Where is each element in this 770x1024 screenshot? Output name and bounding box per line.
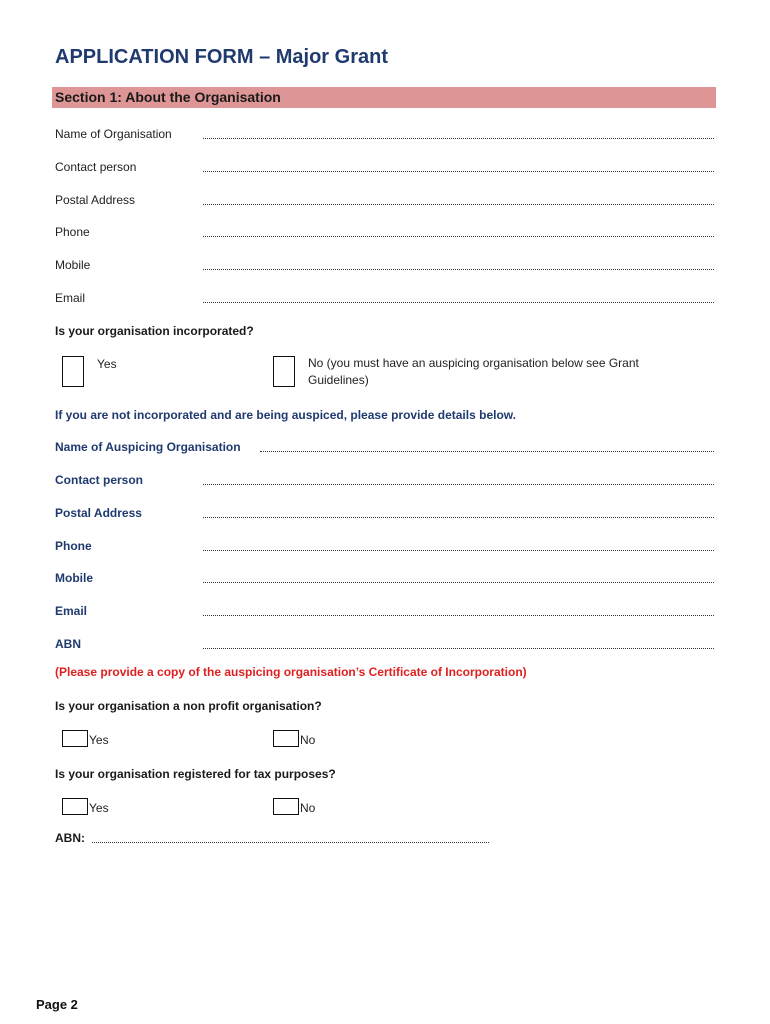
field-line-contact-person[interactable] [203, 159, 714, 172]
auspice-label-abn: ABN [55, 637, 81, 651]
auspice-line-postal-address[interactable] [203, 505, 714, 518]
auspice-line-abn[interactable] [203, 636, 714, 649]
auspice-label-organisation-name: Name of Auspicing Organisation [55, 440, 241, 454]
section-title: Section 1: About the Organisation [55, 89, 281, 105]
auspice-line-mobile[interactable] [203, 570, 714, 583]
abn-label: ABN: [55, 831, 85, 845]
incorporated-yes-checkbox[interactable] [62, 356, 84, 387]
incorporated-question: Is your organisation incorporated? [55, 324, 254, 338]
auspice-intro: If you are not incorporated and are being auspiced, please provide details below. [55, 408, 516, 422]
page-title: APPLICATION FORM – Major Grant [55, 46, 388, 68]
non-profit-question: Is your organisation a non profit organisation? [55, 699, 322, 713]
tax-yes-label: Yes [89, 801, 109, 815]
field-label-organisation-name: Name of Organisation [55, 127, 172, 141]
non-profit-no-label: No [300, 733, 316, 747]
certificate-note: (Please provide a copy of the auspicing organisation’s Certificate of Incorporation) [55, 665, 527, 679]
auspice-label-mobile: Mobile [55, 571, 93, 585]
field-label-email: Email [55, 291, 86, 305]
tax-no-checkbox[interactable] [273, 798, 299, 815]
field-label-mobile: Mobile [55, 258, 91, 272]
auspice-label-email: Email [55, 604, 88, 618]
field-line-postal-address[interactable] [203, 192, 714, 205]
incorporated-no-label: No (you must have an auspicing organisation below see Grant Guidelines) [308, 356, 639, 387]
field-label-contact-person: Contact person [55, 160, 137, 174]
auspice-line-phone[interactable] [203, 538, 714, 551]
non-profit-no-checkbox[interactable] [273, 730, 299, 747]
field-line-email[interactable] [203, 290, 714, 303]
non-profit-yes-checkbox[interactable] [62, 730, 88, 747]
field-line-mobile[interactable] [203, 257, 714, 270]
non-profit-yes-label: Yes [89, 733, 109, 747]
auspice-line-email[interactable] [203, 603, 714, 616]
auspice-line-organisation-name[interactable] [260, 439, 714, 452]
field-line-organisation-name[interactable] [203, 126, 714, 139]
tax-yes-checkbox[interactable] [62, 798, 88, 815]
field-line-phone[interactable] [203, 224, 714, 237]
abn-line[interactable] [92, 830, 489, 843]
field-label-phone: Phone [55, 225, 90, 239]
incorporated-yes-label: Yes [97, 357, 117, 371]
tax-question: Is your organisation registered for tax purposes? [55, 767, 336, 781]
incorporated-no-checkbox[interactable] [273, 356, 295, 387]
page-number: Page 2 [36, 997, 78, 1012]
auspice-label-postal-address: Postal Address [55, 506, 142, 520]
auspice-line-contact-person[interactable] [203, 472, 714, 485]
auspice-label-phone: Phone [55, 539, 92, 553]
field-label-postal-address: Postal Address [55, 193, 136, 207]
auspice-label-contact-person: Contact person [55, 473, 144, 487]
tax-no-label: No [300, 801, 316, 815]
